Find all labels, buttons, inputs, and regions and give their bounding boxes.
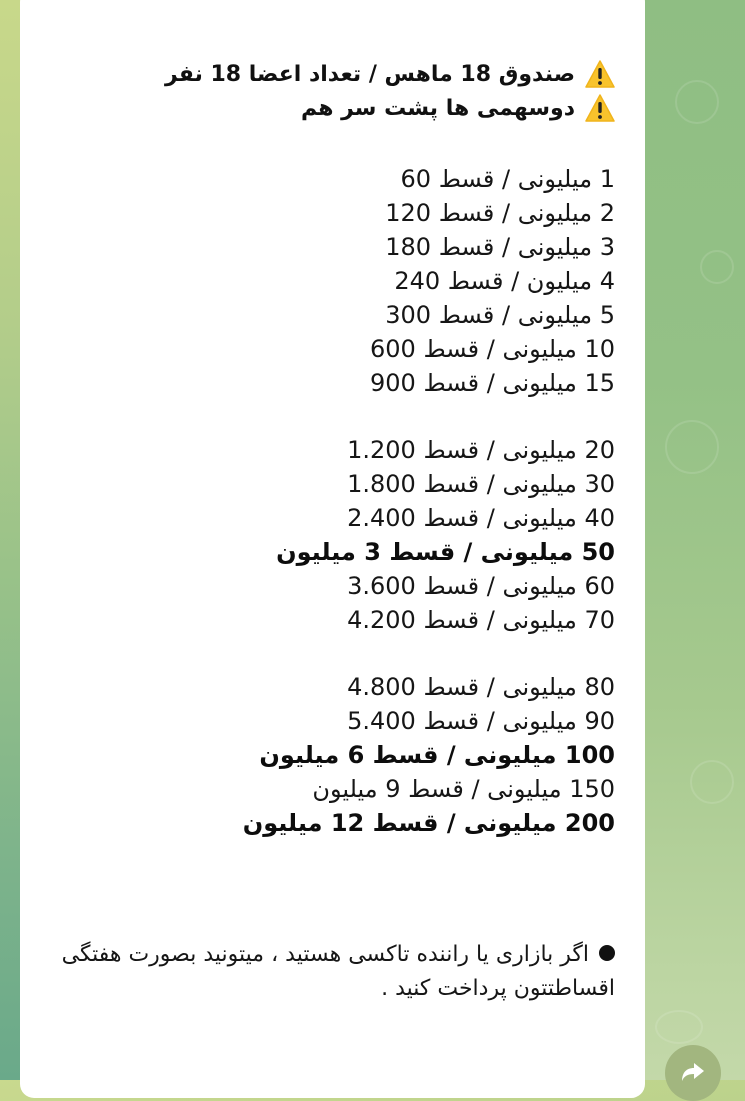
installment-row-highlight: 200 میلیونی / قسط 12 میلیون [242,809,615,837]
installment-row: 10 میلیونی / قسط 600 [370,335,615,363]
weekly-payment-text: اگر بازاری یا راننده تاکسی هستید ، میتونید بصورت هفتگی اقساطتتون پرداخت کنید . [61,942,615,1001]
installment-row-highlight: 100 میلیونی / قسط 6 میلیون [259,741,615,769]
installment-row: 5 میلیونی / قسط 300 [385,301,615,329]
weekly-payment-note [45,938,615,1006]
warning-icon [585,60,615,88]
chat-wallpaper-left [0,0,20,1080]
installment-row: 4 میلیون / قسط 240 [394,267,615,295]
wallpaper-doodle [700,250,734,284]
message-header-line-2 [301,94,615,122]
message-bubble[interactable] [20,0,645,1098]
fund-info-text: صندوق 18 ماهس / تعداد اعضا 18 نفر [165,61,575,87]
warning-icon [585,94,615,122]
message-header-line-1 [165,60,615,88]
installment-row: 20 میلیونی / قسط 1.200 [347,436,615,464]
wallpaper-doodle [665,420,719,474]
wallpaper-doodle [675,80,719,124]
installment-row-highlight: 50 میلیونی / قسط 3 میلیون [276,538,615,566]
bullet-icon [599,945,615,961]
installment-row: 15 میلیونی / قسط 900 [370,369,615,397]
installment-row: 40 میلیونی / قسط 2.400 [347,504,615,532]
chat-wallpaper-right [645,0,745,1080]
wallpaper-doodle [690,760,734,804]
installment-row: 70 میلیونی / قسط 4.200 [347,606,615,634]
share-button[interactable] [665,1045,721,1101]
wallpaper-doodle [655,1010,703,1044]
installment-row: 60 میلیونی / قسط 3.600 [347,572,615,600]
installment-row: 1 میلیونی / قسط 60 [400,165,615,193]
installment-row: 3 میلیونی / قسط 180 [385,233,615,261]
two-share-info-text: دوسهمی ها پشت سر هم [300,95,575,121]
installment-row: 80 میلیونی / قسط 4.800 [347,673,615,701]
installment-row: 2 میلیونی / قسط 120 [385,199,615,227]
installment-row: 150 میلیونی / قسط 9 میلیون [312,775,615,803]
installment-row: 30 میلیونی / قسط 1.800 [347,470,615,498]
installment-row: 90 میلیونی / قسط 5.400 [347,707,615,735]
